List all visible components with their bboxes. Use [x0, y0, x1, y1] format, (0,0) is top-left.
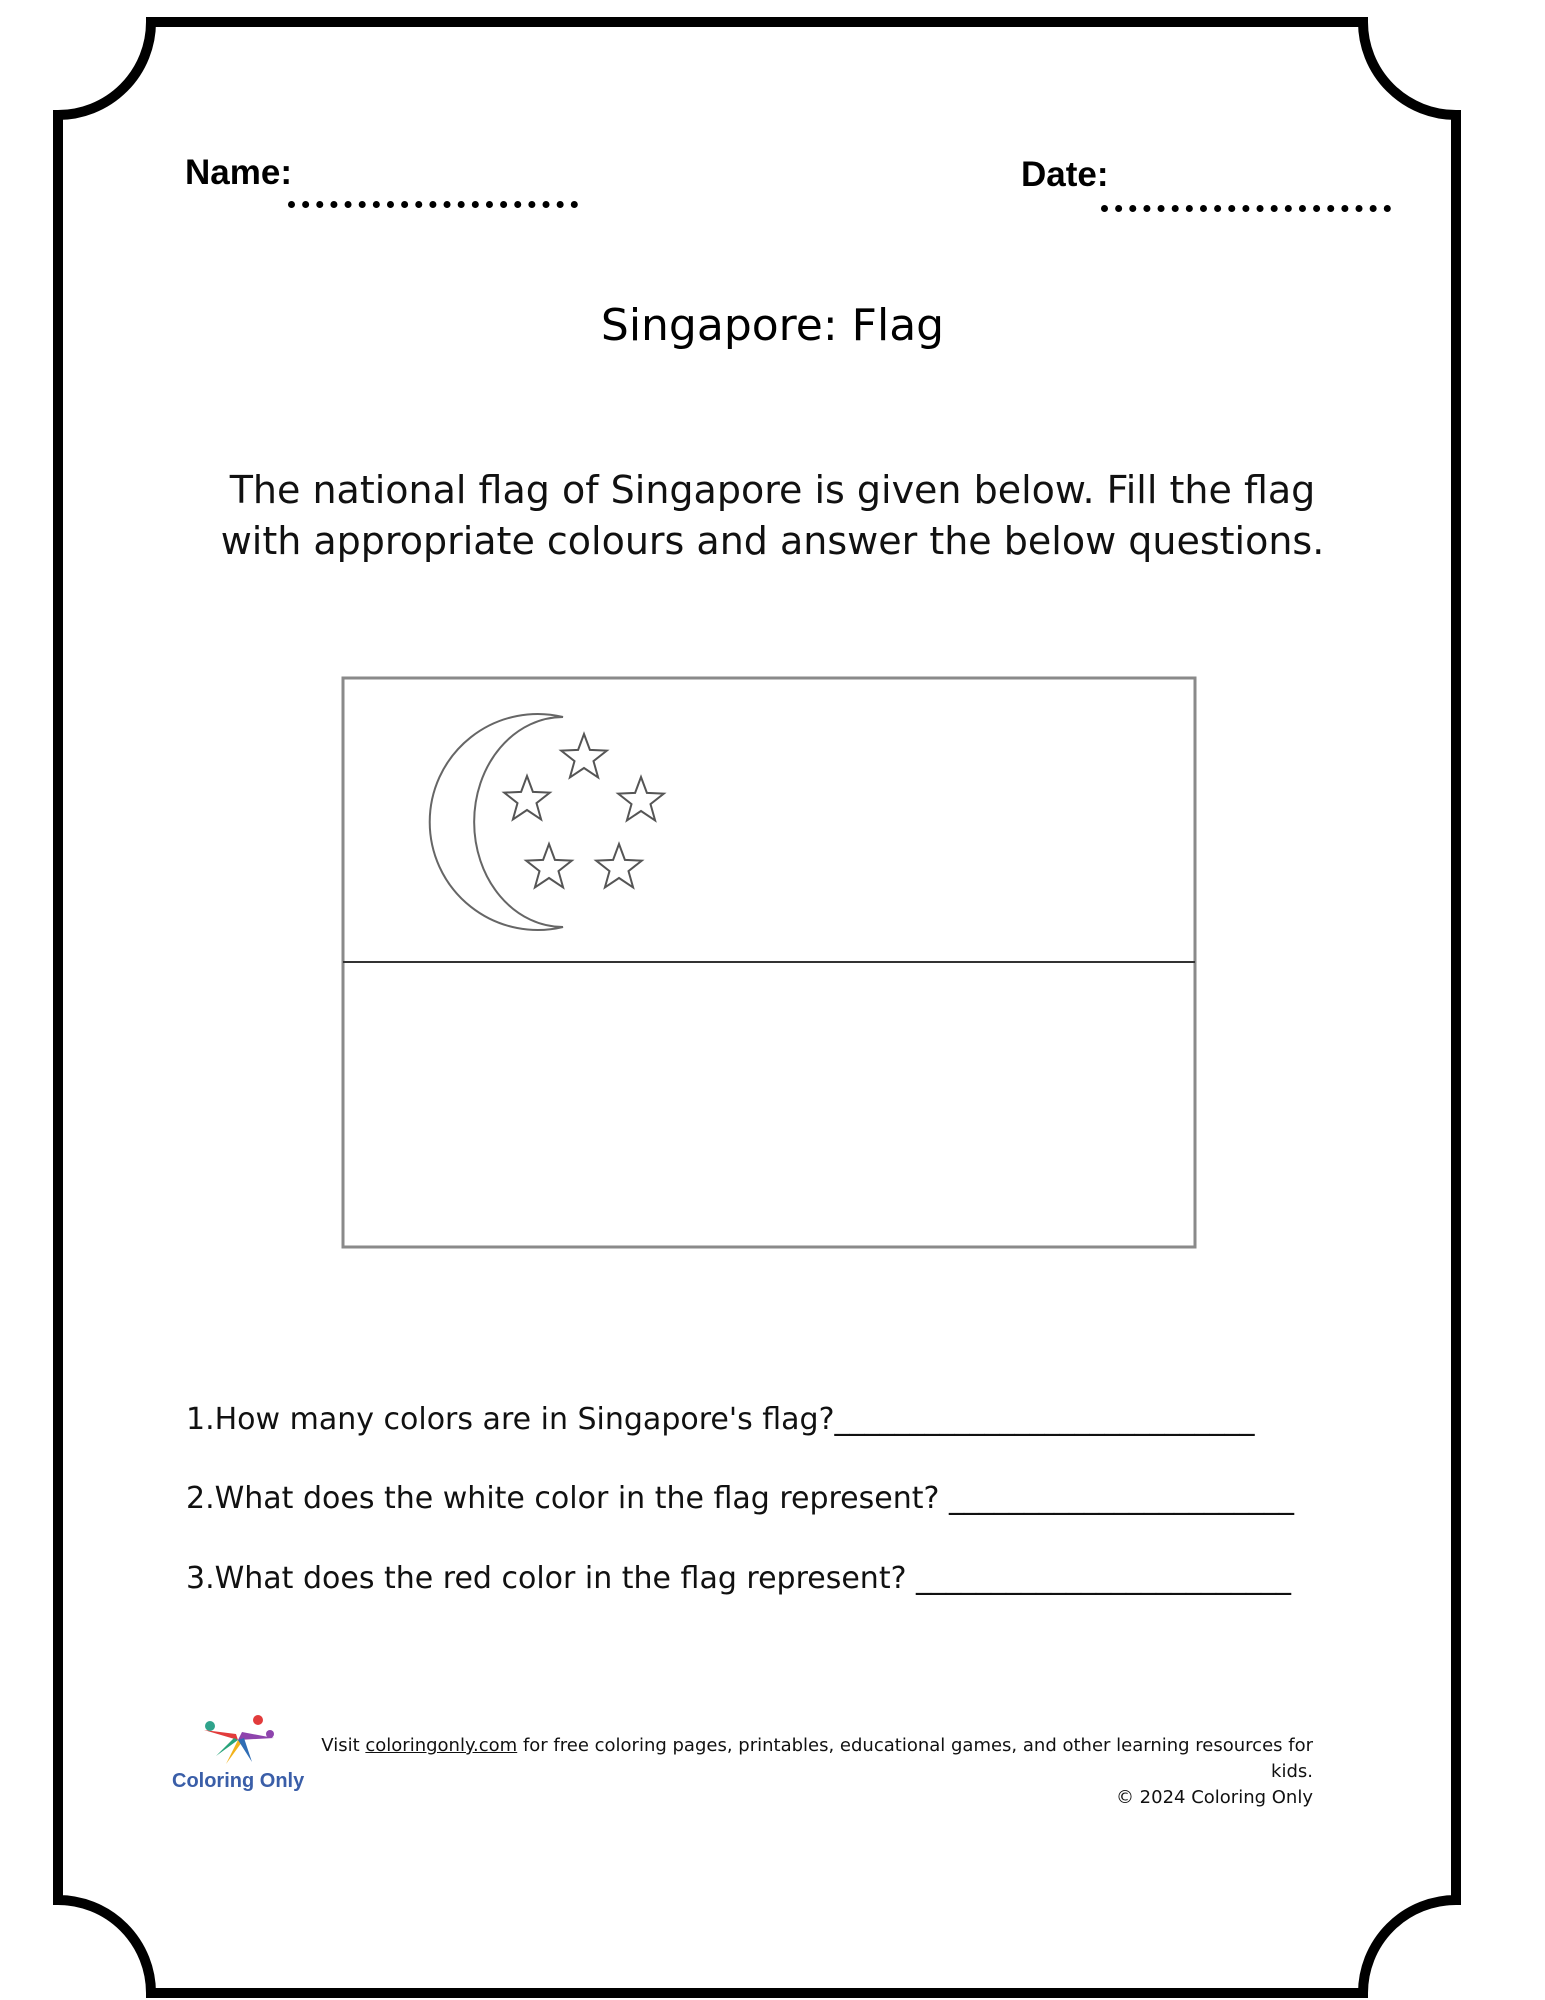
footer-copyright: © 2024 Coloring Only — [1115, 1787, 1313, 1808]
singapore-flag-outline[interactable] — [340, 675, 1200, 1250]
footer-visit-suffix: for free coloring pages, printables, educational games, and other learning resources for kids. — [517, 1735, 1313, 1782]
footer-visit-line — [300, 1733, 1313, 1785]
date-label: Date: — [1021, 155, 1109, 194]
footer-visit-prefix: Visit — [321, 1735, 366, 1756]
instructions-line-1: The national flag of Singapore is given below. Fill the flag — [229, 468, 1316, 512]
footer-link[interactable]: coloringonly.com — [365, 1735, 518, 1756]
logo-text: Coloring Only — [172, 1770, 305, 1792]
question-2: 2.What does the white color in the flag represent? _______________________ — [186, 1481, 1294, 1516]
name-blank[interactable] — [288, 201, 578, 208]
instructions-line-2: with appropriate colours and answer the below questions. — [220, 519, 1325, 563]
footer-text — [300, 1733, 1313, 1811]
date-blank[interactable] — [1101, 205, 1391, 212]
instructions — [150, 465, 1395, 567]
question-3: 3.What does the red color in the flag represent? _________________________ — [186, 1561, 1292, 1596]
page-title: Singapore: Flag — [600, 300, 945, 351]
question-1: 1.How many colors are in Singapore's flag?____________________________ — [186, 1402, 1255, 1437]
name-label: Name: — [185, 153, 292, 192]
coloring-only-logo-icon — [196, 1712, 281, 1768]
